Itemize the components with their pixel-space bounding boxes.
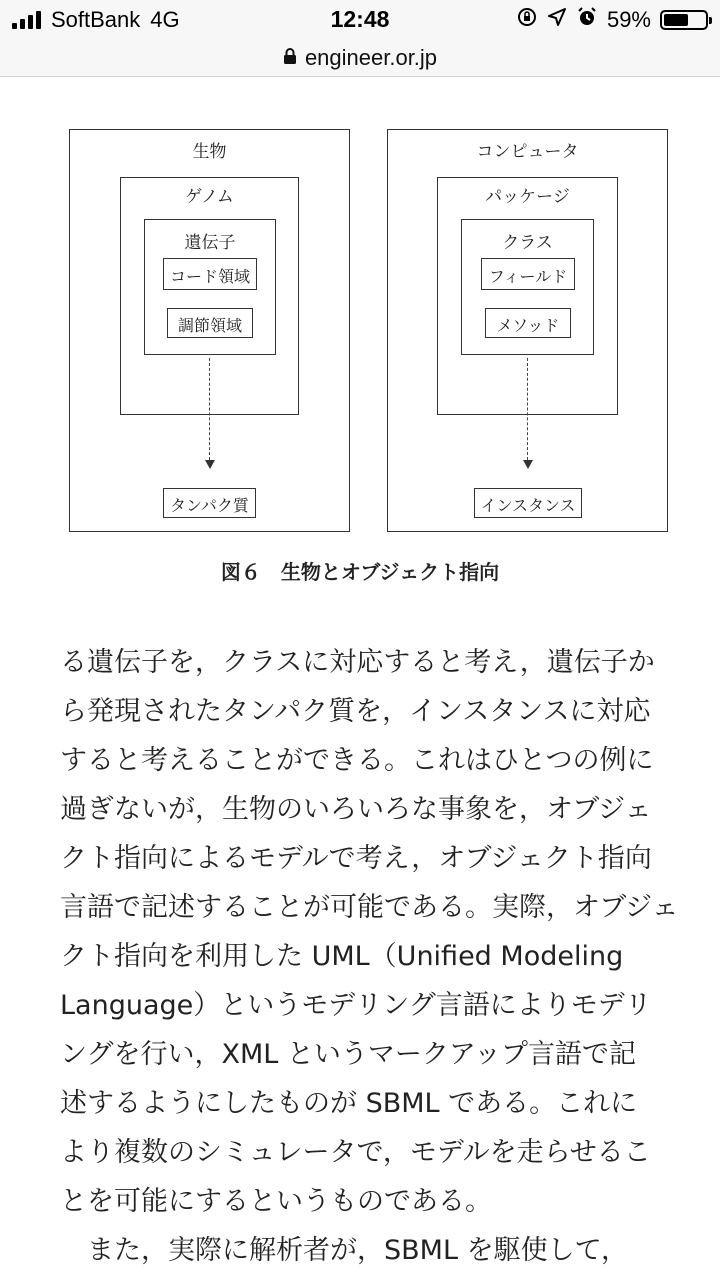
- clock: 12:48: [330, 6, 390, 32]
- genome-label: ゲノム: [185, 187, 234, 207]
- article-line: すると考えることができる。これはひとつの例に: [60, 745, 654, 776]
- instance-label: インスタンス: [480, 496, 576, 515]
- article-line: 述するようにしたものが SBML である。これに: [60, 1088, 638, 1119]
- url-bar[interactable]: [0, 40, 720, 77]
- status-bar: [0, 0, 720, 40]
- article-body: [60, 638, 680, 1275]
- method-label: メソッド: [496, 316, 560, 335]
- class-label: クラス: [502, 233, 553, 253]
- rotation-lock-icon: [516, 6, 538, 34]
- arrow-head-left: [205, 460, 215, 469]
- article-line: 言語で記述することが可能である。実際，オブジェ: [60, 892, 679, 923]
- computer-label: コンピュータ: [476, 142, 579, 162]
- article-line: クト指向によるモデルで考え，オブジェクト指向: [60, 843, 652, 874]
- url-text[interactable]: engineer.or.jp: [304, 45, 438, 70]
- network-type: 4G: [150, 7, 180, 32]
- package-label: パッケージ: [485, 187, 570, 207]
- figure-caption: 図６ 生物とオブジェクト指向: [220, 560, 500, 584]
- field-label: フィールド: [488, 267, 568, 286]
- article-line: また，実際に解析者が，SBML を駆使して，: [60, 1235, 629, 1266]
- expression-arrow-left: [209, 358, 210, 460]
- instantiation-arrow-right: [527, 358, 528, 460]
- alarm-icon: [576, 6, 598, 34]
- organism-label: 生物: [192, 142, 227, 162]
- article-line: 過ぎないが，生物のいろいろな事象を，オブジェ: [60, 794, 652, 825]
- carrier-name: SoftBank: [51, 7, 141, 32]
- article-line: ら発現されたタンパク質を，インスタンスに対応: [60, 696, 651, 727]
- battery-icon: [660, 10, 708, 30]
- article-line: ングを行い，XML というマークアップ言語で記: [60, 1039, 636, 1070]
- article-line: クト指向を利用した UML（Unified Modeling: [60, 941, 624, 972]
- arrow-head-right: [523, 460, 533, 469]
- location-arrow-icon: [547, 7, 567, 33]
- article-line: とを可能にするというものである。: [60, 1186, 492, 1217]
- coding-region-label: コード領域: [169, 267, 250, 286]
- article-line: より複数のシミュレータで，モデルを走らせるこ: [60, 1137, 651, 1168]
- article-line: る遺伝子を，クラスに対応すると考え，遺伝子か: [60, 647, 655, 678]
- regulatory-region-label: 調節領域: [177, 316, 242, 335]
- lock-icon: [283, 45, 297, 71]
- protein-label: タンパク質: [170, 496, 249, 515]
- battery-percent: 59%: [606, 7, 651, 32]
- status-right: [516, 6, 708, 34]
- article-line: Language）というモデリング言語によりモデリ: [60, 990, 652, 1021]
- gene-label: 遺伝子: [184, 233, 236, 253]
